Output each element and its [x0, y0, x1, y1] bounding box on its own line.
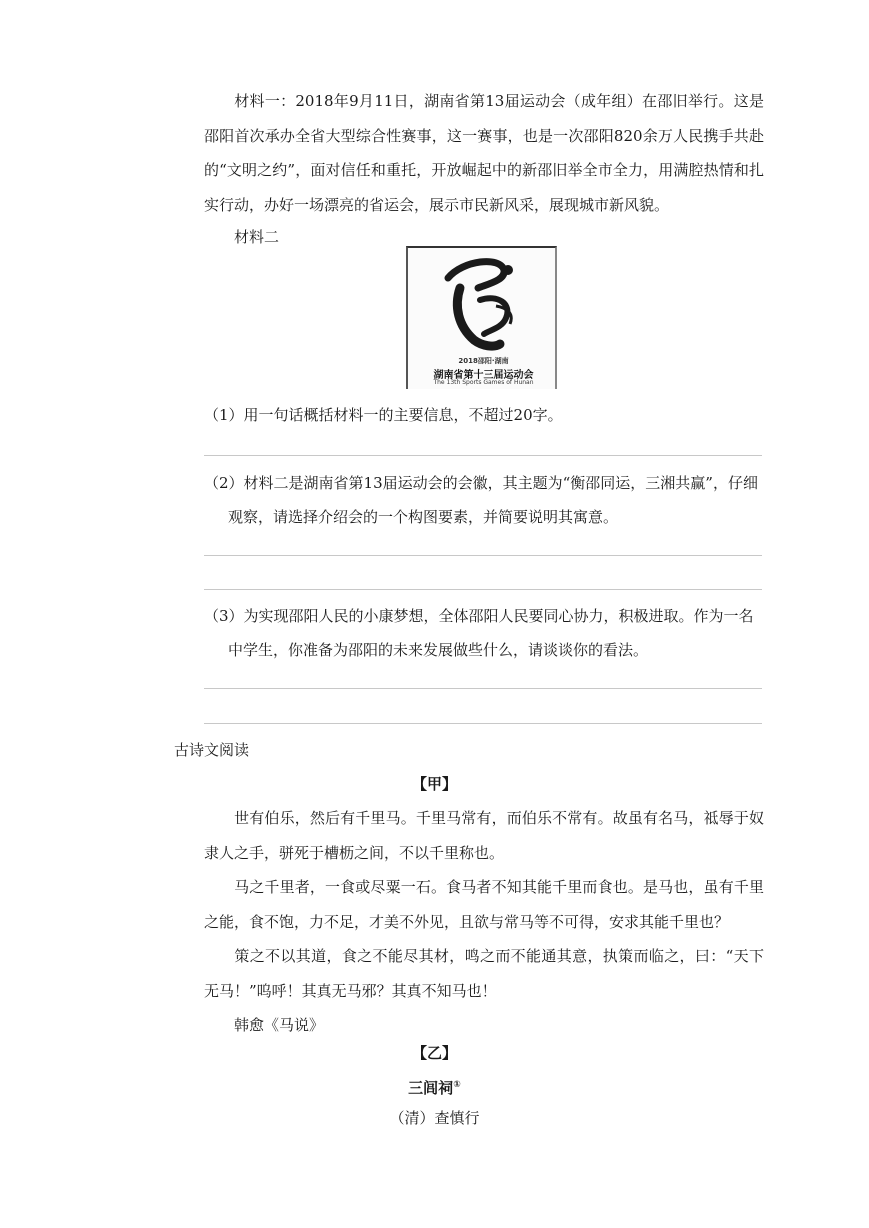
answer-line-3[interactable] [204, 589, 762, 590]
question-3 [204, 599, 766, 667]
material-two-label: 材料二 [234, 228, 280, 246]
emblem-small-text: 2018邵阳·湖南 [458, 357, 509, 365]
jia-paragraph-3 [204, 939, 764, 1008]
answer-line-5[interactable] [204, 723, 762, 724]
emblem-title: 湖南省第十三届运动会 [433, 370, 534, 381]
yi-heading: 【乙】 [411, 1044, 457, 1062]
emblem-subtitle: The 13th Sports Games of Hunan [433, 379, 534, 386]
question-3-text: （3）为实现邵阳人民的小康梦想，全体邵阳人民要同心协力，积极进取。作为一名中学生，你准备为邵阳的未来发展做些什么，请谈谈你的看法。 [204, 607, 754, 659]
answer-line-2[interactable] [204, 555, 762, 556]
jia-paragraph-2 [204, 870, 764, 939]
material-one-text: 材料一：2018年9月11日，湖南省第13届运动会（成年组）在邵旧举行。这是邵阳首次承办全省大型综合性赛事，这一赛事，也是一次邵阳820余万人民携手共赴的“文明之约”，面对信任和重托，开放崛起中的新邵旧举全市全力，用满腔热情和扎实行动，办好一场漂亮的省运会，展示市民新风采，展现城市新风貌。 [204, 92, 764, 214]
yi-title-note: ① [453, 1080, 461, 1090]
question-2-text: （2）材料二是湖南省第13届运动会的会徽，其主题为“衡邵同运，三湘共赢”，仔细观察，请选择介绍会的一个构图要素，并简要说明其寓意。 [204, 474, 758, 526]
yi-poem-title [0, 1073, 869, 1100]
jia-source-text: 韩愈《马说》 [234, 1016, 325, 1034]
question-2 [204, 466, 766, 534]
answer-line-4[interactable] [204, 688, 762, 689]
jia-paragraph-1-text: 世有伯乐，然后有千里马。千里马常有，而伯乐不常有。故虽有名马，祗辱于奴隶人之手，骈死于槽枥之间，不以千里称也。 [204, 809, 764, 862]
yi-poem-title-text: 三闾祠 [408, 1079, 454, 1097]
jia-paragraph-1 [204, 801, 764, 870]
yi-author: （清）查慎行 [389, 1109, 480, 1127]
games-emblem-logo [406, 246, 557, 389]
jia-source [204, 1008, 764, 1043]
jia-heading: 【甲】 [411, 775, 457, 793]
jia-paragraph-3-text: 策之不以其道，食之不能尽其材，鸣之而不能通其意，执策而临之，曰：“天下无马！”呜呼！其真无马邪？其真不知马也！ [204, 947, 764, 1000]
section-title: 古诗文阅读 [174, 741, 250, 759]
emblem-figure-icon [408, 248, 555, 354]
question-1-text: （1）用一句话概括材料一的主要信息，不超过20字。 [204, 406, 563, 424]
jia-paragraph-2-text: 马之千里者，一食或尽粟一石。食马者不知其能千里而食也。是马也，虽有千里之能，食不饱，力不足，才美不外见，且欲与常马等不可得，安求其能千里也？ [204, 878, 764, 931]
answer-line-1[interactable] [204, 455, 762, 456]
material-one-paragraph [204, 84, 764, 222]
question-1 [204, 398, 766, 432]
